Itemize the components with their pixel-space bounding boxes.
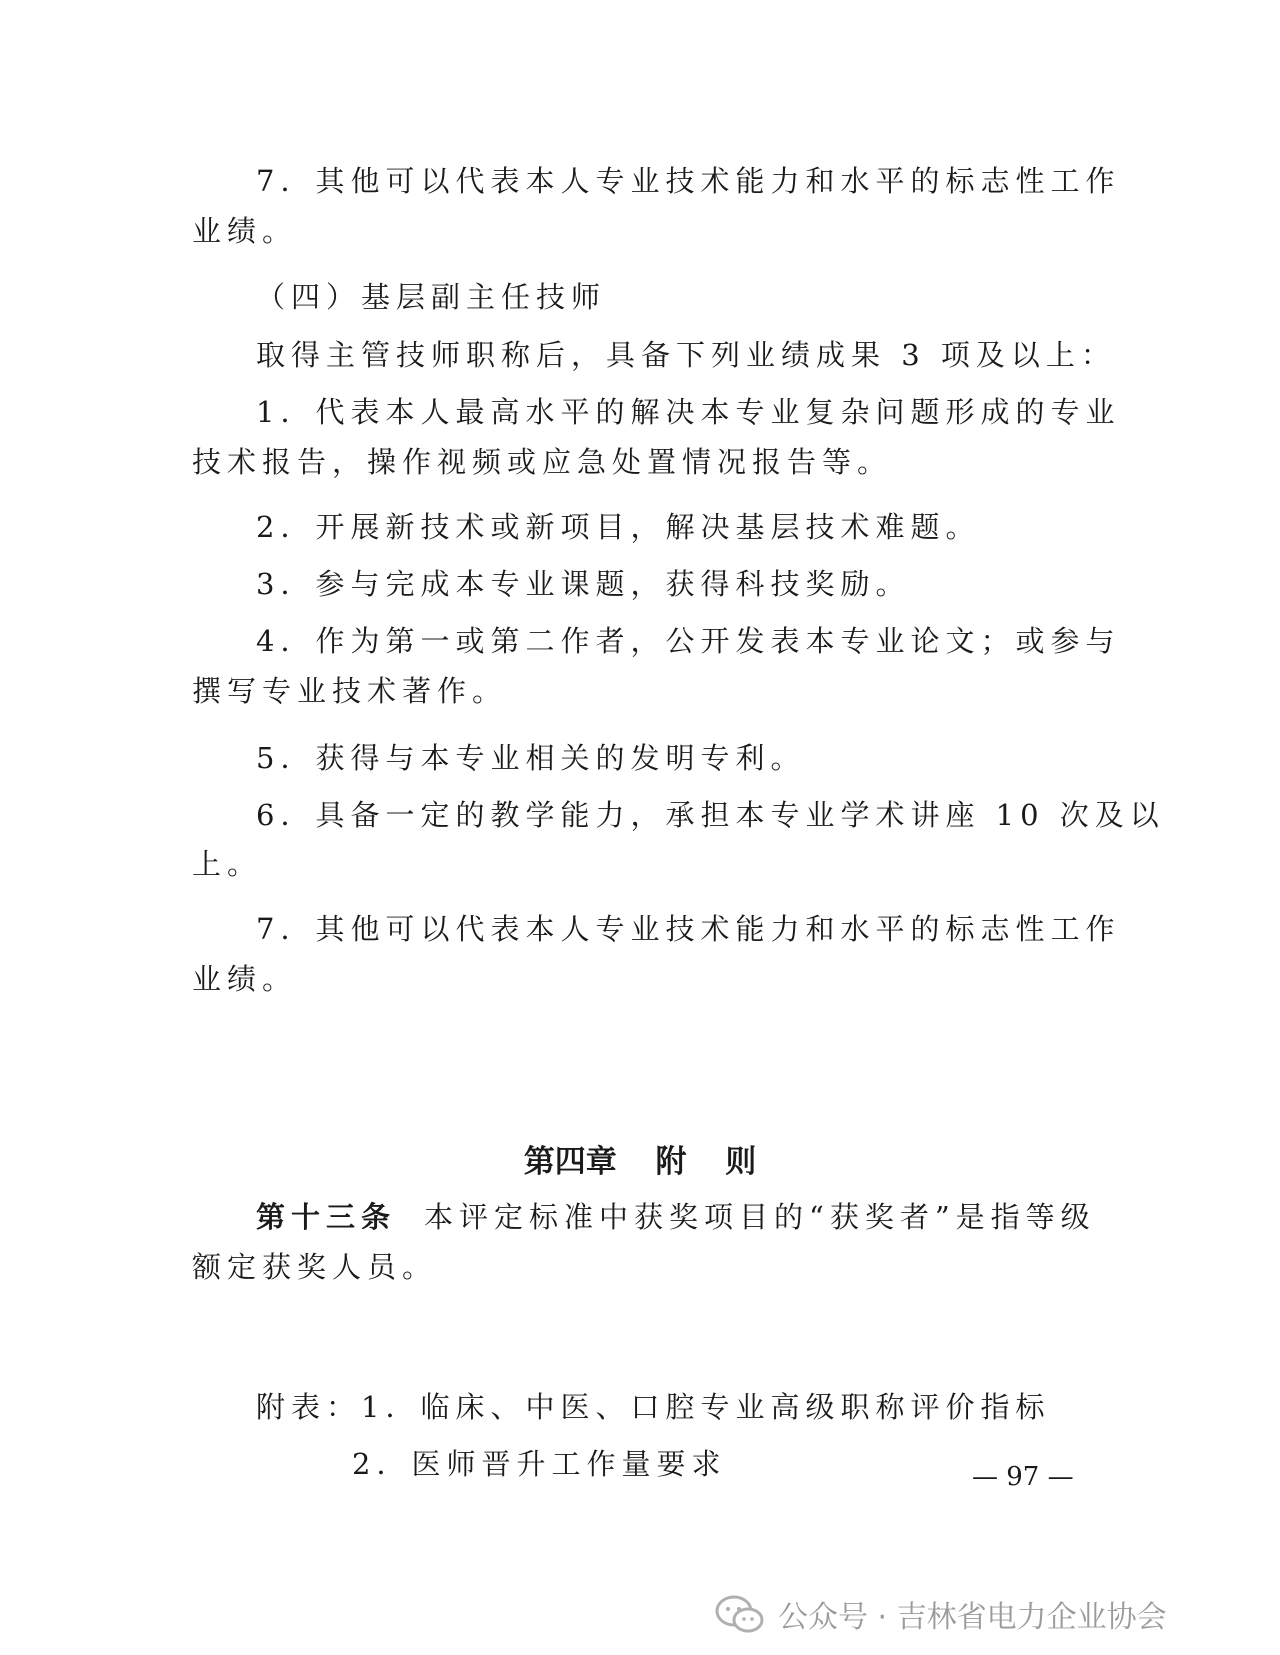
article-line [256,1200,1096,1234]
list-item: 6．具备一定的教学能力，承担本专业学术讲座 10 次及以 [256,798,1165,832]
list-item: 技术报告，操作视频或应急处置情况报告等。 [192,445,893,479]
list-item: 撰写专业技术著作。 [192,674,508,708]
list-item: 1．代表本人最高水平的解决本专业复杂问题形成的专业 [256,395,1121,429]
watermark [714,1592,1167,1636]
list-item: 5．获得与本专业相关的发明专利。 [256,741,806,775]
article-text: 本评定标准中获奖项目的“获奖者”是指等级 [424,1200,1096,1234]
section-heading: （四）基层副主任技师 [256,280,607,314]
paragraph-line: 7．其他可以代表本人专业技术能力和水平的标志性工作 [256,164,1121,198]
article-line: 额定获奖人员。 [192,1250,438,1284]
watermark-text: 公众号 · 吉林省电力企业协会 [778,1600,1167,1635]
appendix-line: 2．医师晋升工作量要求 [352,1447,727,1481]
list-item: 7．其他可以代表本人专业技术能力和水平的标志性工作 [256,912,1121,946]
article-term: 第十三条 [256,1200,397,1234]
paragraph-line: 取得主管技师职称后，具备下列业绩成果 3 项及以上： [256,338,1116,372]
list-item: 4．作为第一或第二作者，公开发表本专业论文；或参与 [256,624,1121,658]
page-number: — 97 — [972,1462,1074,1492]
list-item: 2．开展新技术或新项目，解决基层技术难题。 [256,510,981,544]
chapter-title: 第四章 附 则 [523,1144,757,1180]
list-item: 上。 [192,847,263,881]
list-item: 3．参与完成本专业课题，获得科技奖励。 [256,567,911,601]
wechat-icon [714,1594,766,1634]
list-item: 业绩。 [192,962,298,996]
appendix-line: 附表：1．临床、中医、口腔专业高级职称评价指标 [256,1390,1051,1424]
paragraph-line: 业绩。 [192,214,298,248]
